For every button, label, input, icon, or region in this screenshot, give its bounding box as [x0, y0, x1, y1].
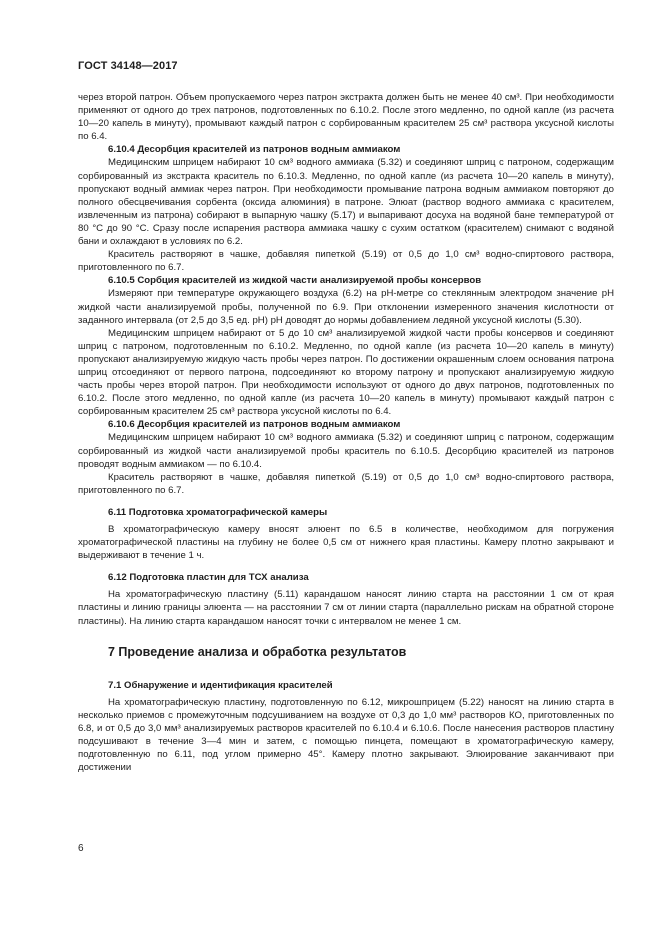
paragraph: На хроматографическую пластину (5.11) карандашом наносят линию старта на расстоянии 1 см от края пластины и линию границы элюента — на расстоянии 7 см от линии старта (параллельно рискам на обратной стороне пластины). На линию старта карандашом наносят точки с интервалом не менее 1 см.: [78, 589, 614, 627]
paragraph: Краситель растворяют в чашке, добавляя пипеткой (5.19) от 0,5 до 1,0 см³ водно-спиртового раствора, приготовленного по 6.7.: [78, 249, 614, 274]
paragraph: Медицинским шприцем набирают 10 см³ водного аммиака (5.32) и соединяют шприц с патроном, содержащим сорбированный из экстракта краситель по 6.10.3. Медленно, по одной капле (из расчета 10—20 капель в минуту), пропускают водный аммиак через патрон. При необходимости промывание патрона водным аммиаком повторяют до полного обесцвечивания сорбента (оксида алюминия) в патроне. Элюат (раствор водного аммиака с красителем, извлеченным из патрона) собирают в выпарную чашку (5.17) и выпаривают досуха на водяной бане температурой от 80 °С до 90 °С. Сразу после испарения раствора аммиака чашку с сухим остатком (красителем) снимают с водяной бани и охлаждают в условиях по 6.2.: [78, 157, 614, 248]
paragraph: На хроматографическую пластину, подготовленную по 6.12, микрошприцем (5.22) наносят на линию старта в несколько приемов с промежуточным подсушиванием на воздухе от 0,3 до 1,0 мм³ растворов КО, приготовленных по 6.8, и от 0,5 до 3,0 мм³ анализируемых растворов красителей по 6.10.4 и 6.10.6. После нанесения растворов пластину подсушивают в течение 3—4 мин и затем, с помощью пинцета, помещают в хроматографическую камеру, подготовленную по 6.11, под углом примерно 45°. Камеру плотно закрывают. Элюирование заканчивают при достижении: [78, 696, 614, 774]
paragraph: Измеряют при температуре окружающего воздуха (6.2) на рН-метре со стеклянным электродом значение рН жидкой части анализируемой пробы, полученной по 6.9. При отклонении измеренного значения кислотности от заданного интервала (от 2,5 до 3,5 ед. рН) рН доводят до нормы добавлением ледяной уксусной кислоты (5.30).: [78, 288, 614, 326]
chapter-heading-7: 7 Проведение анализа и обработка результатов: [108, 644, 407, 659]
standard-header: ГОСТ 34148—2017: [78, 60, 178, 72]
section-heading-6-10-5: 6.10.5 Сорбция красителей из жидкой части анализируемой пробы консервов: [108, 275, 482, 287]
section-heading-6-11: 6.11 Подготовка хроматографической камеры: [108, 506, 328, 518]
section-heading-6-10-6: 6.10.6 Десорбция красителей из патронов водным аммиаком: [108, 419, 401, 431]
paragraph: Медицинским шприцем набирают от 5 до 10 см³ анализируемой жидкой части пробы консервов и соединяют шприц с патроном, подготовленным по 6.10.2. Медленно, по одной капле (из расчета 10—20 капель в минуту) пропускают анализируемую жидкую часть пробы через патрон. По достижении окрашенным слоем основания патрона шприц отсоединяют от первого патрона, подсоединяют ко второму патрону и пропускают анализируемую жидкую часть пробы через второй патрон. При необходимости используют от одного до двух патронов, подготовленных по 6.10.2. После этого медленно, по одной капле (из расчета 10—20 капель в минуту) промывают каждый патрон с сорбированным красителем 25 см³ раствора уксусной кислоты по 6.4.: [78, 327, 614, 418]
section-heading-7-1: 7.1 Обнаружение и идентификация красителей: [108, 679, 333, 691]
section-heading-6-12: 6.12 Подготовка пластин для ТСХ анализа: [108, 572, 309, 584]
paragraph: В хроматографическую камеру вносят элюент по 6.5 в количестве, необходимом для погружения хроматографической пластины на глубину не более 0,5 см от нижнего края пластины. Камеру плотно закрывают и выдерживают в течение 1 ч.: [78, 524, 614, 562]
section-heading-6-10-4: 6.10.4 Десорбция красителей из патронов водным аммиаком: [108, 144, 401, 156]
paragraph: через второй патрон. Объем пропускаемого через патрон экстракта должен быть не менее 40 см³. При необходимости применяют от одного до трех патронов, подготовленных по 6.10.2. После этого медленно, по одной капле (из расчета 10—20 капель в минуту), промывают каждый патрон с сорбированным красителем 25 см³ раствора уксусной кислоты по 6.4.: [78, 92, 614, 143]
paragraph: Краситель растворяют в чашке, добавляя пипеткой (5.19) от 0,5 до 1,0 см³ водно-спиртового раствора, приготовленного по 6.7.: [78, 471, 614, 496]
page-number: 6: [78, 843, 84, 854]
paragraph: Медицинским шприцем набирают 10 см³ водного аммиака (5.32) и соединяют шприц с патроном, содержащим сорбированный из жидкой части анализируемой пробы краситель по 6.10.5. Десорбцию красителей из патронов проводят водным аммиаком — по 6.10.4.: [78, 432, 614, 470]
document-body: [78, 91, 614, 774]
